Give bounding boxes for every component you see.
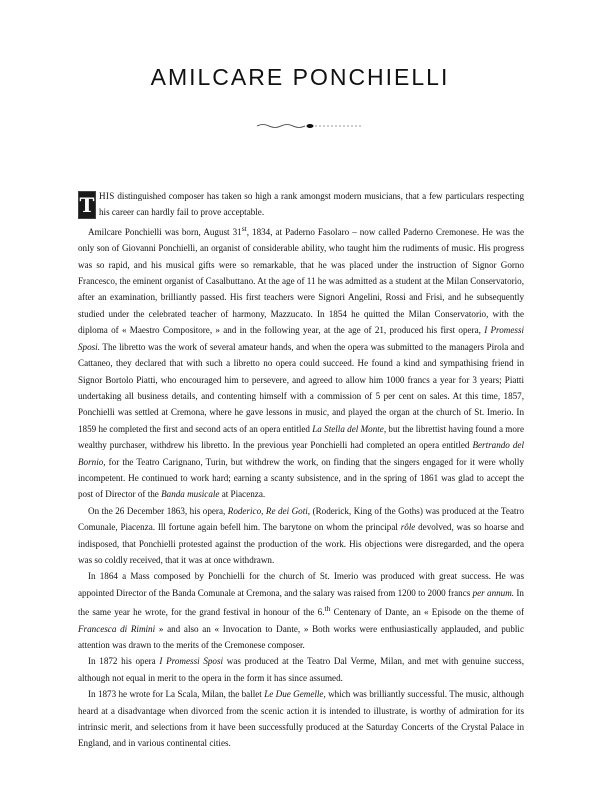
text-run: Amilcare Ponchielli was born, August 31 — [88, 226, 242, 237]
work-title: Francesca di Rimini — [78, 623, 156, 634]
ballet-title: Le Due Gemelle, — [264, 689, 326, 700]
text-run: Centenary of Dante, an « Episode on the theme of — [330, 607, 524, 618]
opera-title: Roderico, Re dei Goti, — [227, 505, 311, 516]
text-run: In the same year he wrote, for the grand festival in honour of the 6. — [78, 587, 524, 618]
italic-term: rôle — [400, 522, 416, 533]
text-run: for the Teatro Carignano, Turin, but withdrew the work, on finding that the singers engaged for it were wholly incompetent. He continued to work hard; earning a scanty subsistence, and in the spring of 1861 was glad to accept the post of Director of the — [78, 456, 524, 500]
text-run: On the 26 December 1863, his opera, — [88, 505, 228, 516]
text-run: was produced at the Teatro Dal Verme, Milan, and met with genuine success, although not equal in merit to the opera in the form it has since assumed. — [78, 656, 524, 683]
superscript: st — [241, 223, 247, 233]
opera-title: Bertrando del Bornio, — [78, 440, 524, 467]
text-run: The libretto was the work of several amateur hands, and when the opera was submitted to the managers Pirola and Cattaneo, they declared that with such a libretto no opera could succeed. He found a kind and sympathising friend in Signor Bortolo Piatti, who encouraged him to persevere, and agreed to allow him 1000 francs a year for 3 years; Piatti undertaking all business details, and contenting himself with a commission of 5 per cent on sales. At this time, 1857, Ponchielli was settled at Cremona, where he gave lessons in music, and played the organ at the church of St. Imerio. In 1859 he completed the first and second acts of an opera entitled — [78, 341, 524, 434]
text-run: In 1872 his opera — [88, 656, 160, 667]
drop-cap: T — [79, 193, 95, 217]
article-body — [78, 188, 524, 752]
text-run: (Roderick, King of the Goths) was produced at the Teatro Comunale, Piacenza. Ill fortune again befell him. The barytone on whom the principal — [78, 505, 524, 533]
italic-term: Banda musicale — [161, 489, 220, 500]
text-run: In 1873 he wrote for La Scala, Milan, the ballet — [88, 689, 265, 700]
paragraph-birth — [78, 221, 524, 503]
opera-title: La Stella del Monte, — [312, 423, 387, 434]
text-run: at Piacenza. — [219, 489, 266, 500]
text-run: » and also an « Invocation to Dante, » Both works were enthusiastically applauded, and public attention was drawn to the merits of the Cremonese composer. — [78, 623, 524, 651]
text-run: which was brilliantly successful. The music, although heard at a disadvantage when divorced from the scenic action it is intended to illustrate, is worthy of admiration for its intrinsic merit, and selections from it have been successfully produced at the Saturday Concerts of the Crystal Palace in England, and in various continental cities. — [78, 689, 524, 749]
paragraph-intro — [78, 188, 524, 221]
italic-term: per annum. — [472, 587, 515, 598]
paragraph-ballet — [78, 686, 524, 752]
intro-text: distinguished composer has taken so high a rank amongst modern musicians, that a few particulars respecting his career can hardly fail to prove acceptable. — [99, 191, 524, 218]
paragraph-mass — [78, 568, 524, 653]
text-run: , 1834, at Paderno Fasolaro – now called Paderno Cremonese. He was the only son of Giovanni Ponchielli, an organist of considerable ability, who taught him the rudiments of music. His progress was so rapid, and his musical gifts were so remarkable, that he was placed under the instruction of Signor Gorno Francesco, the eminent organist of Casalbuttano. At the age of 11 he was admitted as a student at the Milan Conservatorio, after an examination, brilliantly passed. His first teachers were Signori Angelini, Rossi and Frisi, and he subsequently studied under the celebrated teacher of harmony, Mazzucato. In 1854 he quitted the Milan Conservatorio, with the diploma of « Maestro Compositore, » and in the following year, at the age of 21, produced his first opera, — [78, 226, 524, 336]
paragraph-promessi-sposi — [78, 653, 524, 686]
text-run: devolved, was so hoarse and indisposed, that Ponchielli protested against the production of the work. His objections were disregarded, and the opera was so coldly received, that it was at once withdrawn. — [78, 522, 524, 565]
intro-lead: HIS — [99, 191, 115, 201]
ornament-divider-icon — [255, 120, 365, 132]
paragraph-roderico — [78, 503, 524, 569]
text-run: but the librettist having found a more wealthy purchaser, withdrew his libretto. In the previous year Ponchielli had completed an opera entitled — [78, 423, 524, 451]
page-title: AMILCARE PONCHIELLI — [150, 64, 450, 90]
opera-title: I Promessi Sposi. — [78, 325, 525, 352]
superscript: th — [324, 604, 331, 614]
opera-title: I Promessi Sposi — [159, 656, 224, 667]
text-run: In 1864 a Mass composed by Ponchielli for the church of St. Imerio was produced with great success. He was appointed Director of the Banda Comunale at Cremona, and the salary was raised from 1200 to 2000 francs — [78, 571, 524, 598]
